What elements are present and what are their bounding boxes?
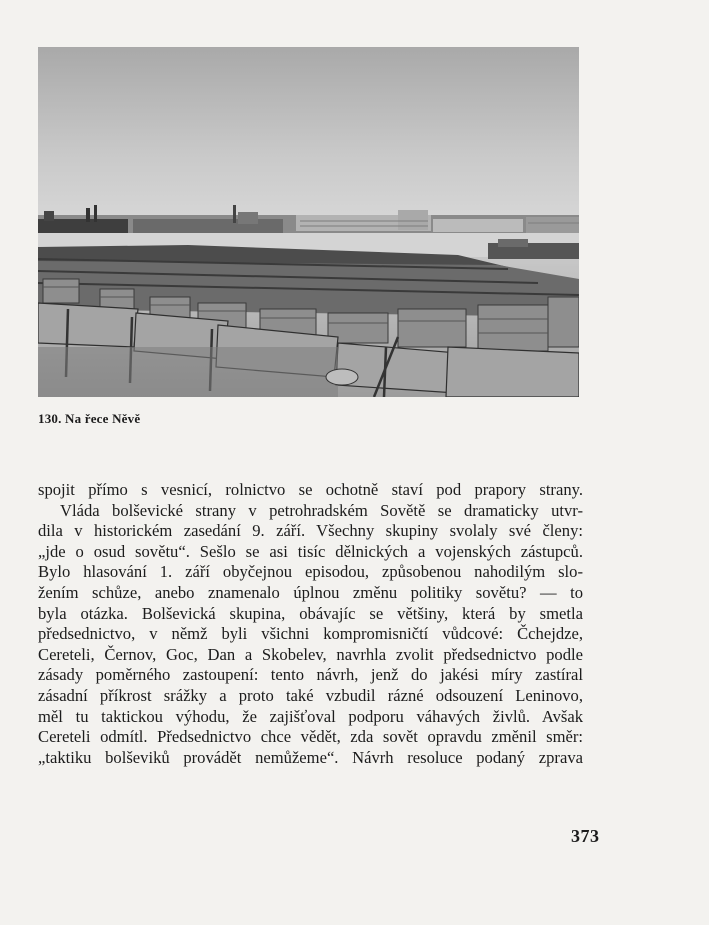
text-line: dila v historickém zasedání 9. září. Všechny skupiny svolaly své členy: bbox=[38, 521, 583, 541]
text-line: Bylo hlasování 1. září obyčejnou episodou, způsobenou nahodilým slo- bbox=[38, 562, 583, 582]
page-number: 373 bbox=[571, 826, 600, 846]
body-text bbox=[38, 480, 583, 768]
text-line: Cereteli odmítl. Předsednictvo chce vědět, zda sovět opravdu změnil směr: bbox=[38, 727, 583, 747]
text-line: byla otázka. Bolševická skupina, obávajíc se většiny, která by smetla bbox=[38, 603, 583, 623]
text-line: zásadní příkrost srážky a proto také vzbudil rázné odsouzení Leninovo, bbox=[38, 685, 583, 705]
text-line: zásady poměrného zastoupení: tento návrh, jenž do jakési míry zastíral bbox=[38, 665, 583, 685]
text-line: Vláda bolševické strany v petrohradském Sovětě se dramaticky utvr- bbox=[60, 500, 583, 520]
river-neva-photo bbox=[38, 47, 579, 397]
text-line: spojit přímo s vesnicí, rolnictvo se ochotně staví pod prapory strany. bbox=[38, 480, 583, 499]
text-line: předsednictvo, v němž byli všichni kompromisničtí vůdcové: Čchejdze, bbox=[38, 624, 583, 644]
text-line: žením schůze, anebo znamenalo úplnou změnu politiky sovětu? — to bbox=[38, 582, 583, 602]
river-neva-photo-drawing bbox=[38, 47, 579, 397]
text-line: „taktiku bolševiků provádět nemůžeme“. Návrh resoluce podaný zprava bbox=[38, 747, 583, 767]
figure-caption: 130. Na řece Něvě bbox=[38, 411, 141, 426]
text-line: měl tu taktickou výhodu, že zajišťoval podporu váhavých živlů. Avšak bbox=[38, 706, 583, 726]
text-line: Cereteli, Černov, Goc, Dan a Skobelev, navrhla zvolit předsednictvo podle bbox=[38, 644, 583, 664]
text-line: „jde o osud sovětu“. Sešlo se asi tisíc dělnických a vojenských zástupců. bbox=[38, 541, 583, 561]
